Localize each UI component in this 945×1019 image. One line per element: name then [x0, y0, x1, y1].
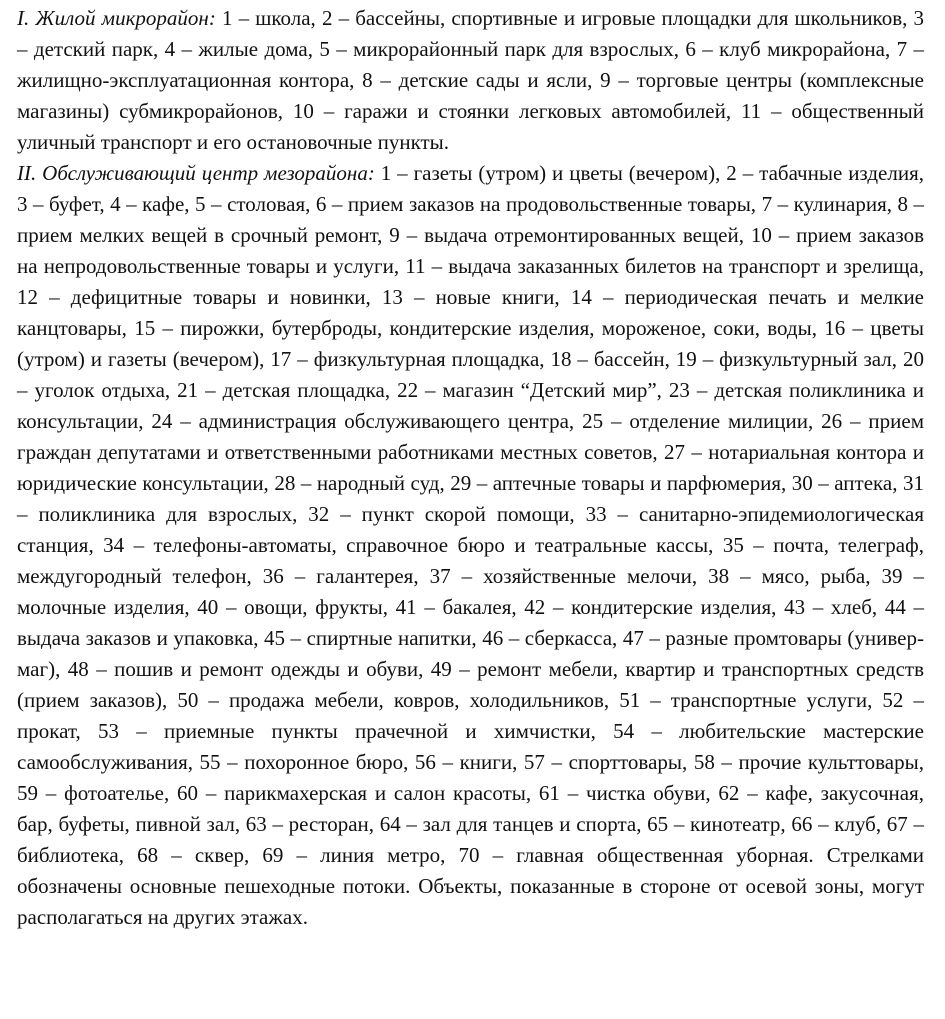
- legend-paragraph-residential: [17, 3, 924, 158]
- section-heading-residential: I. Жилой микрорайон:: [17, 6, 216, 30]
- legend-text-residential: 1 – школа, 2 – бассейны, спортивные и игровые площадки для школьников, 3 – детский парк, 4 – жилые дома, 5 – микрорайонный парк для взрослых, 6 – клуб микрорайона, 7 – жилищно-эксплуатационная контора, 8 – детские сады и ясли, 9 – торговые центры (комплексные магазины) субмикрорайонов, 10 – гаражи и стоянки легковых автомобилей, 11 – общественный уличный транспорт и его остановочные пункты.: [17, 6, 924, 154]
- section-heading-service-center: II. Обслуживающий центр мезорайона:: [17, 161, 375, 185]
- legend-paragraph-service-center: [17, 158, 924, 933]
- legend-text-service-center: 1 – газеты (утром) и цветы (вечером), 2 – табачные изделия, 3 – буфет, 4 – кафе, 5 – столовая, 6 – прием заказов на продовольственные товары, 7 – кулинария, 8 – прием мелких вещей в срочный ремонт, 9 – выдача отремонтированных вещей, 10 – прием заказов на непродовольственные товары и услуги, 11 – выдача заказанных билетов на транспорт и зрелища, 12 – дефицитные товары и новинки, 13 – новые книги, 14 – периодическая печать и мелкие канцтовары, 15 – пирожки, бутерброды, кондитерские изделия, мороженое, соки, воды, 16 – цветы (утром) и газеты (вечером), 17 – физкультурная площадка, 18 – бассейн, 19 – физкультурный зал, 20 – уголок отдыха, 21 – детская площадка, 22 – магазин “Детский мир”, 23 – детская поликлиника и консультации, 24 – администрация обслуживающего центра, 25 – отделение милиции, 26 – прием граждан депутатами и ответственными работниками местных советов, 27 – нотариальная контора и юридические консультации, 28 – народный суд, 29 – аптечные товары и парфюмерия, 30 – аптека, 31 – поликлиника для взрослых, 32 – пункт скорой помощи, 33 – санитарно-эпидемиологическая станция, 34 – телефоны-автоматы, справочное бюро и театральные кассы, 35 – почта, телеграф, междугородный телефон, 36 – галантерея, 37 – хозяйственные мелочи, 38 – мясо, рыба, 39 – молочные изделия, 40 – овощи, фрукты, 41 – бакалея, 42 – кондитерские изделия, 43 – хлеб, 44 – выдача заказов и упаковка, 45 – спиртные напитки, 46 – сберкасса, 47 – разные промтовары (универмаг), 48 – пошив и ремонт одежды и обуви, 49 – ремонт мебели, квартир и транспортных средств (прием заказов), 50 – продажа мебели, ковров, холодильников, 51 – транспортные услуги, 52 – прокат, 53 – приемные пункты прачечной и химчистки, 54 – любительские мастерские самообслуживания, 55 – похоронное бюро, 56 – книги, 57 – спорттовары, 58 – прочие культтовары, 59 – фотоателье, 60 – парикмахерская и салон красоты, 61 – чистка обуви, 62 – кафе, закусочная, бар, буфеты, пивной зал, 63 – ресторан, 64 – зал для танцев и спорта, 65 – кинотеатр, 66 – клуб, 67 – библиотека, 68 – сквер, 69 – линия метро, 70 – главная общественная уборная. Стрелками обозначены основные пешеходные потоки. Объекты, показанные в стороне от осевой зоны, могут располагаться на других этажах.: [17, 161, 924, 929]
